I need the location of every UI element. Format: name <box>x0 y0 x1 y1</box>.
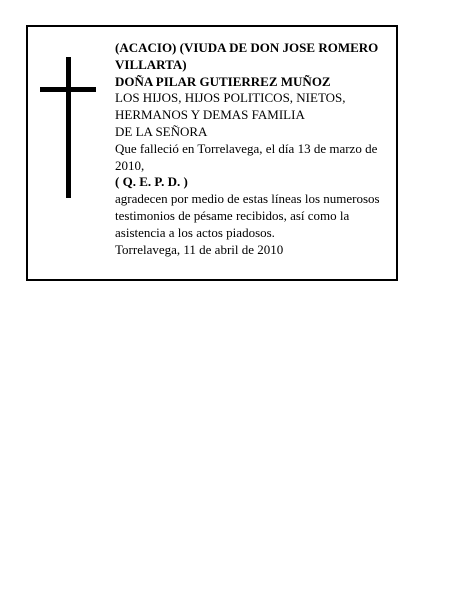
family-line: LOS HIJOS, HIJOS POLITICOS, NIETOS, HERMANOS Y DEMAS FAMILIA <box>115 90 346 123</box>
cross-horizontal-bar <box>40 87 96 92</box>
obituary-notice-frame <box>26 25 398 281</box>
place-date-line: Torrelavega, 11 de abril de 2010 <box>115 241 284 257</box>
cross-vertical-bar <box>66 57 71 198</box>
notice-text-block <box>115 40 395 258</box>
notice-header-line: (ACACIO) (VIUDA DE DON JOSE ROMERO VILLARTA) <box>115 40 379 72</box>
of-the-lady-line: DE LA SEÑORA <box>115 123 208 139</box>
thanks-line: agradecen por medio de estas líneas los numerosos testimonios de pésame recibidos, así como la asistencia a los actos piadosos. <box>115 191 380 240</box>
death-date-line: Que falleció en Torrelavega, el día 13 de marzo de 2010, <box>115 140 378 173</box>
qepd-line: ( Q. E. P. D. ) <box>115 174 188 190</box>
deceased-name: DOÑA PILAR GUTIERREZ MUÑOZ <box>115 73 331 89</box>
